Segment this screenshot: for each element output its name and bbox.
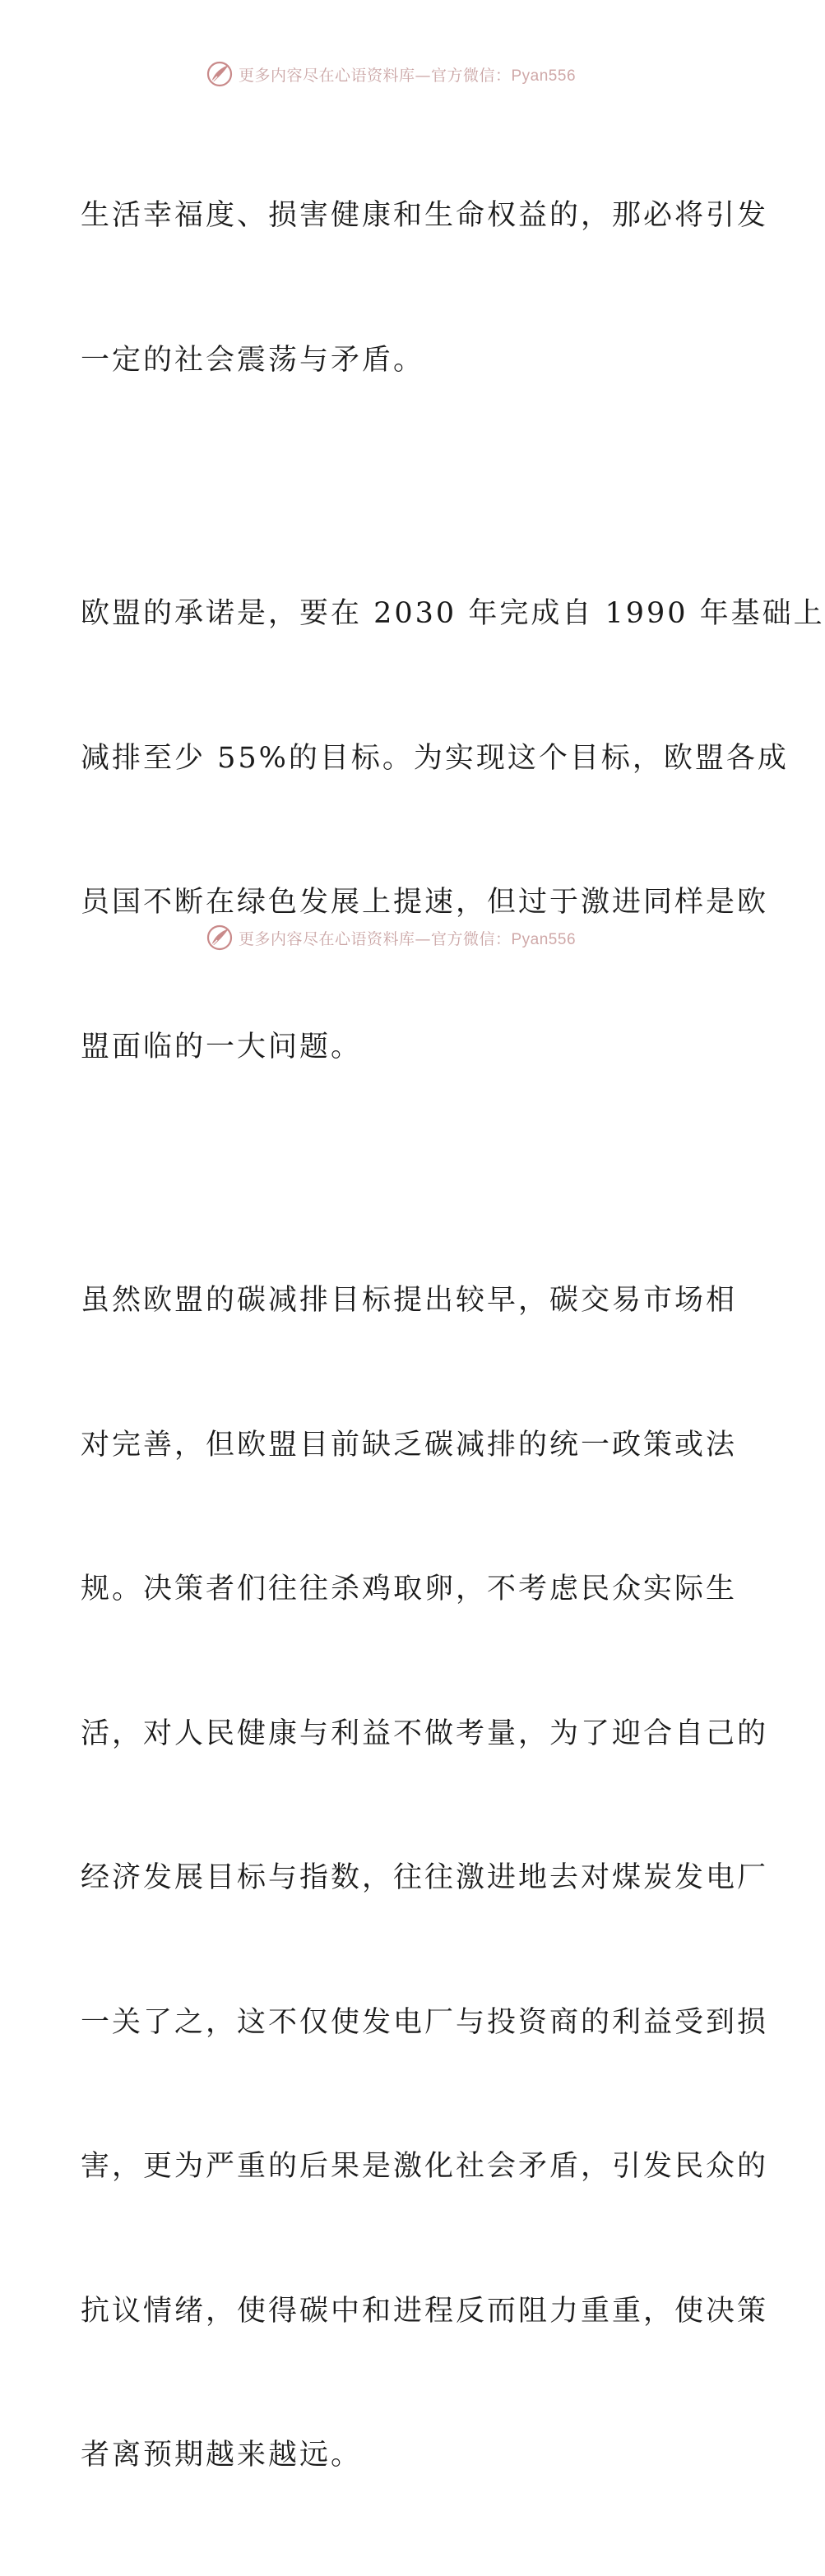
paragraph-2 — [81, 493, 825, 1167]
text-line: 盟面临的一大问题。 — [81, 1030, 363, 1063]
text-line: 害，更为严重的后果是激化社会矛盾，引发民众的 — [81, 2150, 769, 2183]
watermark-id: Pyan556 — [511, 67, 577, 85]
text-line: 抗议情绪，使得碳中和进程反而阻力重重，使决策 — [81, 2294, 769, 2328]
header-watermark — [0, 58, 781, 90]
watermark-text — [239, 63, 576, 86]
text-line: 虽然欧盟的碳减排目标提出较早，碳交易市场相 — [81, 1284, 738, 1317]
text-line: 生活幸福度、损害健康和生命权益的，那必将引发 — [81, 199, 769, 232]
pen-logo-icon — [206, 924, 234, 952]
paragraph-1 — [81, 95, 769, 480]
watermark-id: Pyan556 — [511, 930, 577, 948]
watermark-label: 更多内容尽在心语资料库—官方微信： — [238, 929, 512, 948]
watermark-label: 更多内容尽在心语资料库—官方微信： — [238, 66, 512, 85]
text-line: 减排至少 55%的目标。为实现这个目标，欧盟各成 — [81, 741, 789, 775]
text-line: 者离预期越来越远。 — [81, 2439, 363, 2472]
pen-logo-icon — [206, 60, 234, 88]
text-line: 欧盟的承诺是，要在 2030 年完成自 1990 年基础上 — [81, 597, 825, 630]
text-line: 活，对人民健康与利益不做考量，为了迎合自己的 — [81, 1717, 769, 1750]
footer-watermark — [0, 921, 781, 954]
text-line: 一定的社会震荡与矛盾。 — [81, 343, 425, 377]
document-body — [81, 95, 825, 2576]
text-line: 一关了之，这不仅使发电厂与投资商的利益受到损 — [81, 2005, 769, 2039]
text-line: 员国不断在绿色发展上提速，但过于激进同样是欧 — [81, 886, 769, 919]
watermark-text — [239, 927, 576, 949]
text-line: 对完善，但欧盟目前缺乏碳减排的统一政策或法 — [81, 1428, 738, 1462]
paragraph-3 — [81, 1180, 769, 2576]
text-line: 经济发展目标与指数，往往激进地去对煤炭发电厂 — [81, 1861, 769, 1894]
text-line: 规。决策者们往往杀鸡取卵，不考虑民众实际生 — [81, 1573, 738, 1605]
